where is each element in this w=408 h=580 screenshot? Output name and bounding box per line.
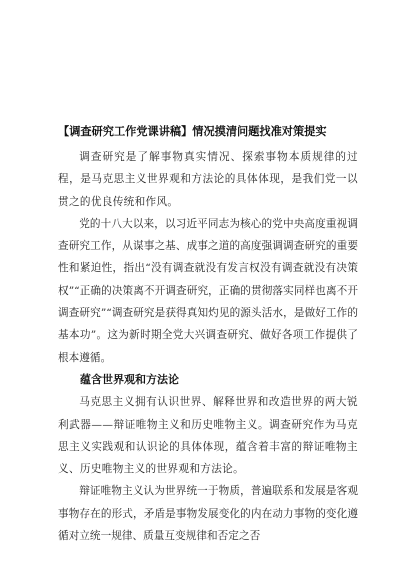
paragraph-intro: 调查研究是了解事物真实情况、探索事物本质规律的过程，是马克思主义世界观和方法论的具体体现，是我们党一以贯之的优良传统和作风。 — [58, 151, 358, 208]
section-heading: 蕴含世界观和方法论 — [80, 372, 179, 386]
paragraph-eighteenth-congress: 党的十八大以来，以习近平同志为核心的党中央高度重视调查研究工作，从谋事之基、成事之道的高度强调调查研究的重要性和紧迫性，指出“没有调查就没有发言权没有调查就没有决策权”“正确的决策离不开调查研究，正确的贯彻落实同样也离不开调查研究”“调查研究是获得真知灼见的源头活水，是做好工作的基本功”。这为新时期全党大兴调查研究、做好各项工作提供了根本遵循。 — [58, 217, 358, 364]
document-title: 【调查研究工作党课讲稿】情况摸清问题找准对策提实 — [58, 125, 327, 138]
paragraph-marxism-weapons: 马克思主义拥有认识世界、解释世界和改造世界的两大锐利武器——辩证唯物主义和历史唯物主义。调查研究作为马克思主义实践观和认识论的具体体现，蕴含着丰富的辩证唯物主义、历史唯物主义的世界观和方法论。 — [58, 396, 358, 476]
paragraph-dialectical-materialism: 辩证唯物主义认为世界统一于物质，普遍联系和发展是客观事物存在的形式，矛盾是事物发展变化的内在动力事物的变化遵循对立统一规律、质量互变规律和否定之否 — [58, 485, 358, 543]
document-body — [58, 124, 358, 547]
